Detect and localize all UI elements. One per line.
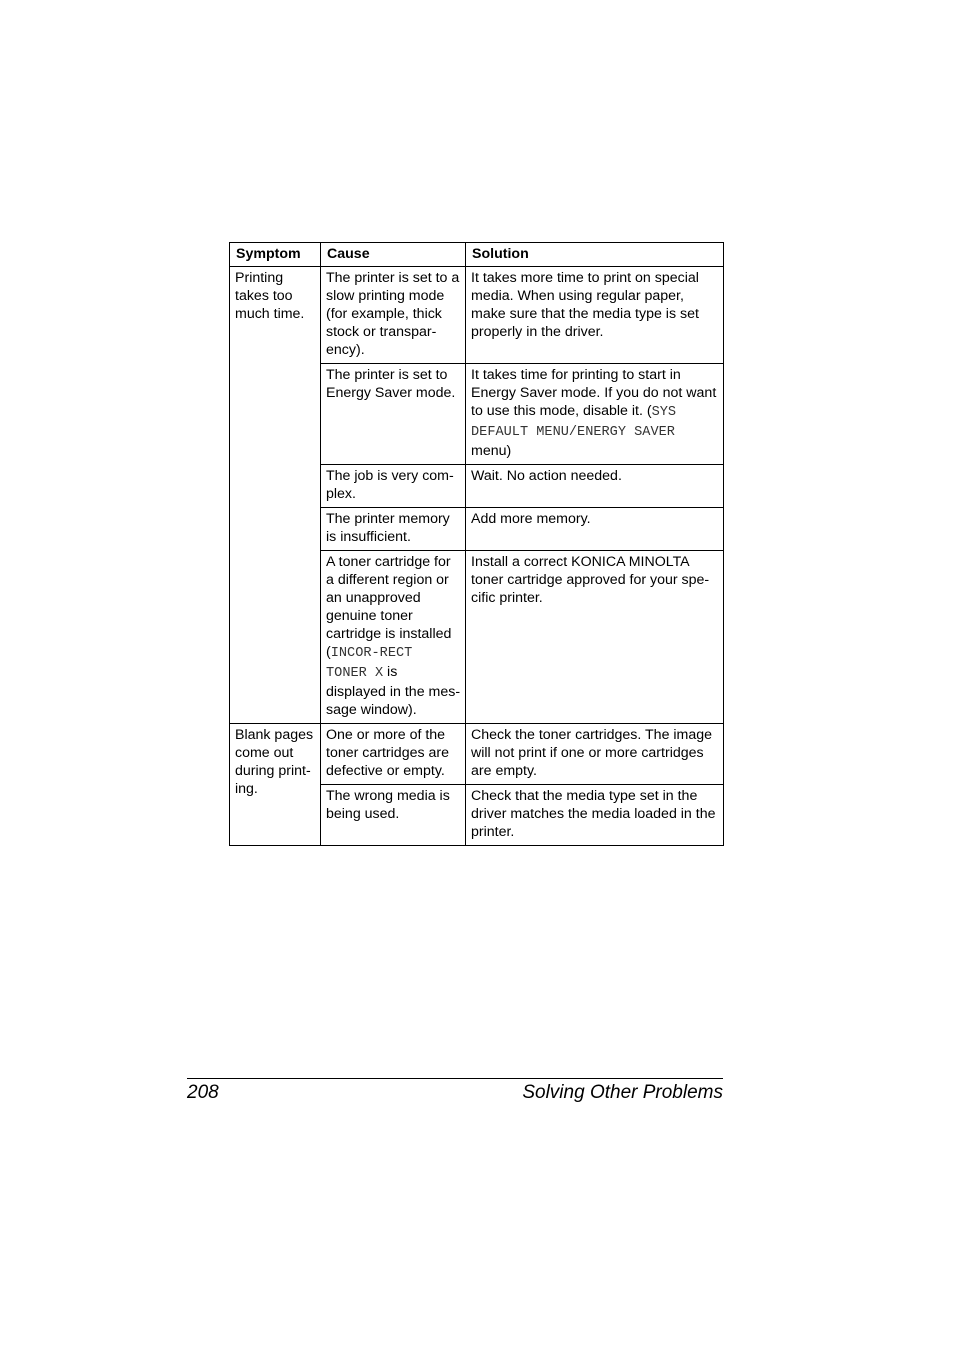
column-header-cause: Cause — [321, 243, 466, 267]
solution-cell: It takes more time to print on special media. When using regular paper, make sure that the media type is set properly in the driver. — [466, 267, 724, 364]
cause-cell: The job is very com-plex. — [321, 465, 466, 508]
footer-divider — [187, 1078, 723, 1079]
message-code: INCOR-RECT TONER X — [326, 646, 413, 681]
solution-cell: Add more memory. — [466, 508, 724, 551]
solution-text: menu) — [471, 443, 512, 459]
symptom-cell: Blank pages come out during print-ing. — [230, 724, 321, 846]
table-header-row — [230, 243, 724, 267]
solution-cell: Check that the media type set in the driver matches the media loaded in the printer. — [466, 785, 724, 846]
table-row — [230, 267, 724, 364]
cause-cell: The printer memory is insufficient. — [321, 508, 466, 551]
cause-cell: One or more of the toner cartridges are defective or empty. — [321, 724, 466, 785]
solution-text: It takes time for printing to start in Energy Saver mode. If you do not want to use this mode, disable it. ( — [471, 367, 717, 419]
section-title: Solving Other Problems — [522, 1082, 723, 1103]
column-header-symptom: Symptom — [230, 243, 321, 267]
cause-text: A toner cartridge for a different region or an unapproved genuine toner cartridge is installed ( — [326, 554, 452, 660]
column-header-solution: Solution — [466, 243, 724, 267]
menu-path-code: SYS DEFAULT MENU/ENERGY SAVER — [471, 405, 677, 440]
cause-cell: The printer is set to Energy Saver mode. — [321, 364, 466, 465]
troubleshooting-table — [229, 242, 724, 846]
cause-cell: The printer is set to a slow printing mode (for example, thick stock or transpar-ency). — [321, 267, 466, 364]
cause-cell — [321, 551, 466, 724]
solution-cell: Check the toner cartridges. The image will not print if one or more cartridges are empty. — [466, 724, 724, 785]
table-row — [230, 724, 724, 785]
solution-cell — [466, 364, 724, 465]
cause-text: is displayed in the mes-sage window). — [326, 664, 461, 718]
solution-cell: Wait. No action needed. — [466, 465, 724, 508]
symptom-cell: Printing takes too much time. — [230, 267, 321, 724]
page-number: 208 — [187, 1082, 219, 1103]
solution-cell: Install a correct KONICA MINOLTA toner cartridge approved for your spe-cific printer. — [466, 551, 724, 724]
cause-cell: The wrong media is being used. — [321, 785, 466, 846]
